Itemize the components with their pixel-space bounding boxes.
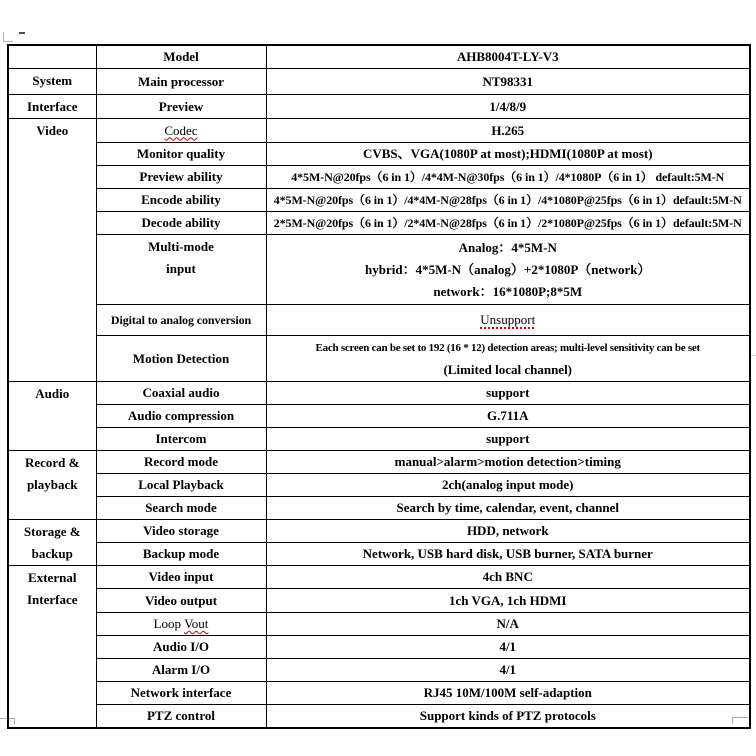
value-line xyxy=(269,682,748,704)
group-line xyxy=(11,567,94,589)
spec-value-record-mode xyxy=(266,451,750,474)
spec-group-record-playback xyxy=(8,451,96,520)
label-text: Codec xyxy=(164,122,198,138)
value-line xyxy=(269,189,748,211)
spec-row-codec xyxy=(8,119,750,143)
value-line xyxy=(269,613,748,635)
label-line xyxy=(99,189,264,211)
spec-value-video-storage xyxy=(266,520,750,543)
value-text: AHB8004T-LY-V3 xyxy=(456,49,559,64)
group-text: Video xyxy=(36,123,69,138)
spec-value-video-input xyxy=(266,566,750,589)
label-line xyxy=(99,497,264,519)
label-text: Monitor quality xyxy=(136,146,226,161)
value-text: Each screen can be set to 192 (16 * 12) detection areas; multi-level sensitivity can be set xyxy=(315,341,700,354)
value-text: 4/1 xyxy=(499,639,517,654)
spec-label-network-interface xyxy=(96,682,266,705)
label-line xyxy=(99,636,264,658)
label-text: Local Playback xyxy=(138,477,224,492)
label-text: Preview xyxy=(158,98,204,114)
group-text: External xyxy=(28,570,77,585)
spec-label-digital-to-analog-conversion xyxy=(96,305,266,336)
value-line xyxy=(269,405,748,427)
value-line xyxy=(269,636,748,658)
spec-label-model xyxy=(96,45,266,69)
value-text: HDD, network xyxy=(466,523,549,538)
group-text: Storage & xyxy=(23,524,81,539)
group-text: playback xyxy=(26,477,78,492)
value-line xyxy=(269,705,748,727)
label-line xyxy=(99,212,264,234)
group-line xyxy=(11,589,94,611)
spec-label-multi-mode-input xyxy=(96,235,266,305)
spec-group-external-interface xyxy=(8,566,96,729)
spec-row-intercom xyxy=(8,428,750,451)
spec-row-model xyxy=(8,45,750,69)
spec-label-video-output xyxy=(96,589,266,613)
value-line xyxy=(269,166,748,188)
spec-group-video xyxy=(8,119,96,382)
spec-row-encode-ability xyxy=(8,189,750,212)
spec-row-alarm-io xyxy=(8,659,750,682)
spec-label-video-input xyxy=(96,566,266,589)
spec-label-loop-vout xyxy=(96,613,266,636)
spec-label-record-mode xyxy=(96,451,266,474)
label-line xyxy=(99,428,264,450)
value-line xyxy=(269,212,748,234)
spec-label-backup-mode xyxy=(96,543,266,566)
spec-label-monitor-quality xyxy=(96,143,266,166)
spec-value-main-processor xyxy=(266,69,750,95)
spec-value-ptz-control xyxy=(266,705,750,729)
spec-value-search-mode xyxy=(266,497,750,520)
spec-label-audio-io xyxy=(96,636,266,659)
label-line xyxy=(99,382,264,404)
spec-value-audio-compression xyxy=(266,405,750,428)
spec-label-audio-compression xyxy=(96,405,266,428)
spec-row-video-storage xyxy=(8,520,750,543)
label-line xyxy=(99,566,264,588)
spec-row-video-input xyxy=(8,566,750,589)
spec-label-encode-ability xyxy=(96,189,266,212)
group-line xyxy=(11,70,94,92)
spec-row-monitor-quality xyxy=(8,143,750,166)
spec-table-body xyxy=(8,45,750,728)
spec-label-intercom xyxy=(96,428,266,451)
value-line xyxy=(269,451,748,473)
spec-row-ptz-control xyxy=(8,705,750,729)
group-text: Audio xyxy=(35,386,70,401)
spec-row-local-playback xyxy=(8,474,750,497)
spec-value-audio-io xyxy=(266,636,750,659)
value-text: support xyxy=(486,385,530,400)
spec-label-local-playback xyxy=(96,474,266,497)
value-text: 1ch VGA, 1ch HDMI xyxy=(449,592,567,608)
group-text: System xyxy=(32,73,73,88)
label-text: Multi-mode xyxy=(148,239,214,254)
label-text: Audio compression xyxy=(127,408,235,423)
group-line xyxy=(11,120,94,142)
spec-row-record-mode xyxy=(8,451,750,474)
spec-group-storage-backup xyxy=(8,520,96,566)
value-line xyxy=(269,428,748,450)
label-line xyxy=(99,590,264,612)
value-text: support xyxy=(486,431,530,446)
label-text: Encode ability xyxy=(141,192,221,207)
value-line xyxy=(269,543,748,565)
value-text: NT98331 xyxy=(482,73,534,89)
spec-row-network-interface xyxy=(8,682,750,705)
spec-value-loop-vout xyxy=(266,613,750,636)
value-text: 1/4/8/9 xyxy=(489,98,527,114)
spec-value-local-playback xyxy=(266,474,750,497)
edge-tick-artifact xyxy=(751,355,756,356)
spec-label-main-processor xyxy=(96,69,266,95)
label-text: PTZ control xyxy=(146,708,215,723)
spec-row-decode-ability xyxy=(8,212,750,235)
value-text: Analog：4*5M-N xyxy=(458,239,557,255)
group-line xyxy=(11,383,94,405)
spec-row-digital-to-analog-conversion xyxy=(8,305,750,336)
value-text: G.711A xyxy=(486,408,529,423)
value-text: 4*5M-N@20fps（6 in 1）/4*4M-N@28fps（6 in 1）/4*1080P@25fps（6 in 1）default:5M-N xyxy=(273,193,742,207)
label-line xyxy=(99,348,264,370)
label-line xyxy=(99,120,264,142)
spec-group-empty xyxy=(8,45,96,69)
value-text: H.265 xyxy=(491,122,525,138)
label-text: Video storage xyxy=(143,523,219,538)
value-line xyxy=(269,659,748,681)
spec-row-multi-mode-input xyxy=(8,235,750,305)
value-line xyxy=(269,143,748,165)
label-text: Vout xyxy=(184,616,209,631)
spec-row-video-output xyxy=(8,589,750,613)
label-text: Loop xyxy=(153,616,185,631)
label-line xyxy=(99,309,264,331)
spec-value-network-interface xyxy=(266,682,750,705)
value-line xyxy=(269,259,748,281)
value-text: 4ch BNC xyxy=(482,569,533,584)
spec-value-preview-ability xyxy=(266,166,750,189)
spec-group-audio xyxy=(8,382,96,451)
value-text: manual>alarm>motion detection>timing xyxy=(394,454,621,469)
label-line xyxy=(99,682,264,704)
label-line xyxy=(99,405,264,427)
value-line xyxy=(269,96,748,118)
group-line xyxy=(11,474,94,496)
value-line xyxy=(269,497,748,519)
spec-value-motion-detection xyxy=(266,336,750,382)
value-text: hybrid：4*5M-N（analog）+2*1080P（network） xyxy=(365,261,651,277)
spec-label-preview xyxy=(96,95,266,119)
value-text: 2*5M-N@20fps（6 in 1）/2*4M-N@28fps（6 in 1）/2*1080P@25fps（6 in 1）default:5M-N xyxy=(273,216,742,230)
spec-value-monitor-quality xyxy=(266,143,750,166)
spec-label-alarm-io xyxy=(96,659,266,682)
label-text: Network interface xyxy=(130,685,232,700)
label-text: Coaxial audio xyxy=(142,385,220,400)
label-line xyxy=(99,71,264,93)
spec-label-ptz-control xyxy=(96,705,266,729)
value-line xyxy=(269,382,748,404)
label-text: Video output xyxy=(144,592,218,608)
spec-row-audio-compression xyxy=(8,405,750,428)
value-line xyxy=(269,120,748,142)
value-text: network：16*1080P;8*5M xyxy=(433,283,583,299)
label-line xyxy=(99,143,264,165)
value-text: 4/1 xyxy=(499,662,517,677)
label-text: Digital to analog conversion xyxy=(110,313,252,327)
value-text: 4*5M-N@20fps（6 in 1）/4*4M-N@30fps（6 in 1）/4*1080P（6 in 1） default:5M-N xyxy=(291,170,725,184)
value-text: Network, USB hard disk, USB burner, SATA burner xyxy=(362,546,653,561)
label-line xyxy=(99,659,264,681)
value-line xyxy=(269,474,748,496)
spec-row-preview xyxy=(8,95,750,119)
spec-value-alarm-io xyxy=(266,659,750,682)
spec-value-preview xyxy=(266,95,750,119)
value-text: (Limited local channel) xyxy=(443,361,573,377)
label-line xyxy=(99,258,264,280)
spec-row-main-processor xyxy=(8,69,750,95)
label-line xyxy=(99,520,264,542)
value-line xyxy=(269,520,748,542)
spec-label-motion-detection xyxy=(96,336,266,382)
spec-value-encode-ability xyxy=(266,189,750,212)
spec-row-search-mode xyxy=(8,497,750,520)
value-line xyxy=(269,337,748,359)
value-line xyxy=(269,281,748,303)
group-line xyxy=(11,452,94,474)
spec-value-video-output xyxy=(266,589,750,613)
group-line xyxy=(11,96,94,118)
value-line xyxy=(269,46,748,68)
spec-table xyxy=(7,44,751,729)
spec-value-codec xyxy=(266,119,750,143)
value-text: Support kinds of PTZ protocols xyxy=(419,708,596,723)
label-text: Alarm I/O xyxy=(151,662,211,677)
spec-group-interface xyxy=(8,95,96,119)
label-line xyxy=(99,474,264,496)
spec-value-digital-to-analog-conversion xyxy=(266,305,750,336)
spec-label-decode-ability xyxy=(96,212,266,235)
group-text: Interface xyxy=(26,99,78,114)
stray-dash-artifact xyxy=(19,32,25,34)
table-handle-artifact-top-left xyxy=(3,32,13,42)
label-text: Model xyxy=(163,49,199,64)
spec-value-intercom xyxy=(266,428,750,451)
value-line xyxy=(269,566,748,588)
label-text: Video input xyxy=(148,569,214,584)
label-text: input xyxy=(166,261,196,276)
spec-value-multi-mode-input xyxy=(266,235,750,305)
label-text: Preview ability xyxy=(139,169,223,184)
spec-group-system xyxy=(8,69,96,95)
spec-value-coaxial-audio xyxy=(266,382,750,405)
label-text: Search mode xyxy=(145,500,217,515)
value-text: 2ch(analog input mode) xyxy=(442,477,574,492)
group-text: Interface xyxy=(26,592,78,607)
spec-row-preview-ability xyxy=(8,166,750,189)
label-line xyxy=(99,166,264,188)
label-line xyxy=(99,46,264,68)
value-text: Unsupport xyxy=(480,312,536,327)
group-line xyxy=(11,521,94,543)
label-text: Audio I/O xyxy=(153,639,209,654)
value-text: CVBS、VGA(1080P at most);HDMI(1080P at most) xyxy=(362,146,653,161)
spec-value-model xyxy=(266,45,750,69)
label-text: Decode ability xyxy=(141,215,221,230)
value-line xyxy=(269,71,748,93)
spec-label-codec xyxy=(96,119,266,143)
label-text: Motion Detection xyxy=(132,350,230,366)
value-text: N/A xyxy=(496,616,519,631)
label-line xyxy=(99,705,264,727)
spec-value-decode-ability xyxy=(266,212,750,235)
label-line xyxy=(99,236,264,258)
spec-row-backup-mode xyxy=(8,543,750,566)
value-line xyxy=(269,309,748,331)
label-text: Intercom xyxy=(155,431,207,446)
spec-label-coaxial-audio xyxy=(96,382,266,405)
spec-row-coaxial-audio xyxy=(8,382,750,405)
spec-value-backup-mode xyxy=(266,543,750,566)
group-line xyxy=(11,543,94,565)
spec-label-video-storage xyxy=(96,520,266,543)
spec-label-preview-ability xyxy=(96,166,266,189)
spec-row-motion-detection xyxy=(8,336,750,382)
label-text: Record mode xyxy=(143,454,218,469)
group-text: Record & xyxy=(24,455,80,470)
value-line xyxy=(269,237,748,259)
group-text: backup xyxy=(31,546,73,561)
spec-row-audio-io xyxy=(8,636,750,659)
spec-row-loop-vout xyxy=(8,613,750,636)
value-line xyxy=(269,590,748,612)
value-text: Search by time, calendar, event, channel xyxy=(396,500,619,515)
label-line xyxy=(99,96,264,118)
spec-label-search-mode xyxy=(96,497,266,520)
label-line xyxy=(99,613,264,635)
label-line xyxy=(99,543,264,565)
label-text: Backup mode xyxy=(142,546,220,561)
value-text: RJ45 10M/100M self-adaption xyxy=(423,685,592,700)
value-line xyxy=(269,359,748,381)
label-text: Main processor xyxy=(137,73,225,89)
label-line xyxy=(99,451,264,473)
